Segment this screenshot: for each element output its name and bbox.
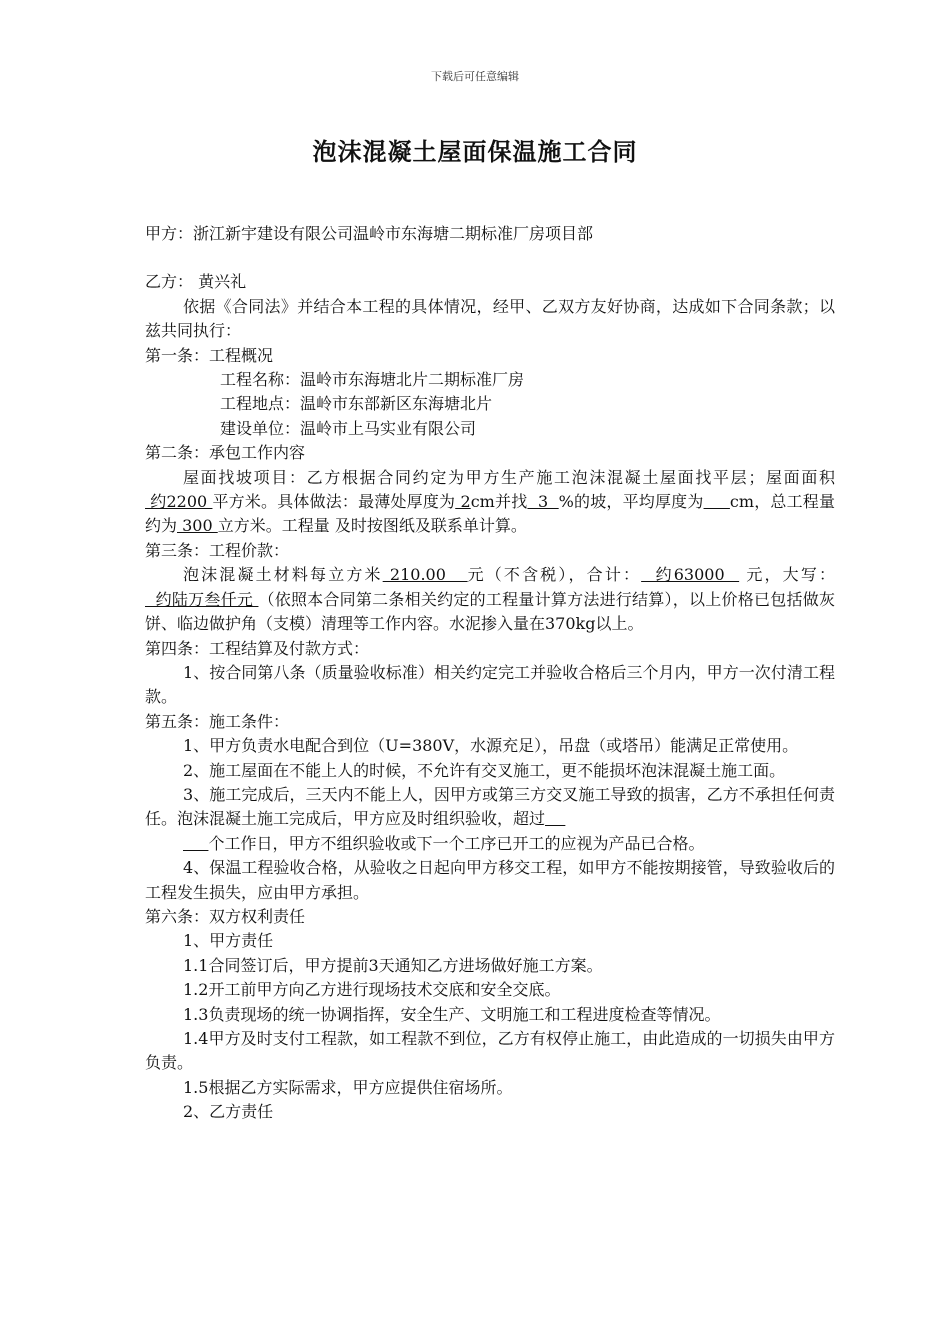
article-2-heading: 第二条：承包工作内容	[145, 443, 306, 463]
article-3-heading: 第三条：工程价款：	[145, 540, 290, 560]
text: cm，总工程量约为	[145, 492, 835, 536]
document-title: 泡沫混凝土屋面保温施工合同	[312, 137, 638, 166]
header-note: 下载后可任意编辑	[431, 70, 519, 83]
text: 泡沫混凝土材料每立方米	[183, 565, 383, 585]
article-2-paragraph	[145, 466, 835, 539]
spacer	[145, 246, 835, 270]
party-b: 乙方： 黄兴礼	[145, 272, 247, 292]
article-1-heading: 第一条：工程概况	[145, 345, 274, 365]
text: %的坡，平均厚度为	[558, 492, 704, 512]
text: 元（不含税），合计：	[467, 565, 642, 585]
text: 3、施工完成后，三天内不能上人，因甲方或第三方交叉施工导致的损害，乙方不承担任何责任。泡沫混凝土施工完成后，甲方应及时组织验收，超过	[145, 784, 835, 829]
days-field	[545, 809, 565, 828]
article-6-heading: 第六条：双方权利责任	[145, 906, 306, 926]
text: cm并找	[470, 492, 528, 512]
unit-price-field: 210.00	[382, 565, 468, 585]
party-b-responsibilities: 2、乙方责任	[183, 1102, 274, 1122]
total-field: 约63000	[641, 565, 740, 585]
text: 元，大写：	[739, 565, 835, 585]
item-1-5: 1.5根据乙方实际需求，甲方应提供住宿场所。	[183, 1077, 513, 1097]
item-1-4: 1.4甲方及时支付工程款，如工程款不到位，乙方有权停止施工，由此造成的一切损失由甲方负责。	[145, 1029, 835, 1073]
construction-unit: 建设单位：温岭市上马实业有限公司	[220, 418, 477, 438]
contract-body	[145, 222, 835, 1125]
intro-paragraph: 依据《合同法》并结合本工程的具体情况，经甲、乙双方友好协商，达成如下合同条款；以兹共同执行：	[145, 296, 835, 341]
party-a-responsibilities: 1、甲方责任	[183, 931, 274, 951]
party-a: 甲方：浙江新宇建设有限公司温岭市东海塘二期标准厂房项目部	[145, 224, 594, 243]
article-4-clause-1: 1、按合同第八条（质量验收标准）相关约定完工并验收合格后三个月内，甲方一次付清工程款。	[145, 662, 835, 707]
text: 个工作日，甲方不组织验收或下一个工序已开工的应视为产品已合格。	[208, 833, 705, 853]
volume-field: 300	[177, 516, 218, 536]
article-3-paragraph	[145, 563, 835, 636]
item-1-3: 1.3负责现场的统一协调指挥，安全生产、文明施工和工程进度检查等情况。	[183, 1004, 721, 1024]
avg-thickness-field	[704, 492, 730, 511]
item-1-1: 1.1合同签订后，甲方提前3天通知乙方进场做好施工方案。	[183, 955, 603, 975]
text: 平方米。具体做法：最薄处厚度为	[212, 492, 456, 512]
article-5-clause-3	[145, 783, 835, 832]
days-field-cont	[183, 834, 208, 853]
article-5-clause-2: 2、施工屋面在不能上人的时候，不允许有交叉施工，更不能损坏泡沫混凝土施工面。	[183, 760, 786, 780]
text: 屋面找坡项目：乙方根据合同约定为甲方生产施工泡沫混凝土屋面找平层；屋面面积	[183, 467, 835, 487]
text: （依照本合同第二条相关约定的工程量计算方法进行结算），以上价格已包括做灰饼、临边做护角（支模）清理等工作内容。水泥掺入量在370kg以上。	[145, 589, 835, 634]
article-4-heading: 第四条：工程结算及付款方式：	[145, 638, 370, 658]
article-5-heading: 第五条：施工条件：	[145, 711, 290, 731]
item-1-2: 1.2开工前甲方向乙方进行现场技术交底和安全交底。	[183, 980, 561, 1000]
slope-field: 3	[527, 492, 559, 512]
article-5-clause-3-cont	[145, 832, 835, 856]
area-field: 约2200	[145, 492, 213, 512]
project-name: 工程名称：温岭市东海塘北片二期标准厂房	[220, 370, 525, 390]
thickness-field: 2	[455, 492, 471, 512]
article-5-clause-1: 1、甲方负责水电配合到位（U=380V，水源充足），吊盘（或塔吊）能满足正常使用。	[183, 736, 799, 756]
total-in-words-field: 约陆万叁仟元	[145, 589, 259, 609]
article-5-clause-4: 4、保温工程验收合格，从验收之日起向甲方移交工程，如甲方不能按期接管，导致验收后的工程发生损失，应由甲方承担。	[145, 858, 835, 902]
project-location: 工程地点：温岭市东部新区东海塘北片	[220, 394, 493, 414]
text: 立方米。工程量 及时按图纸及联系单计算。	[217, 516, 527, 536]
